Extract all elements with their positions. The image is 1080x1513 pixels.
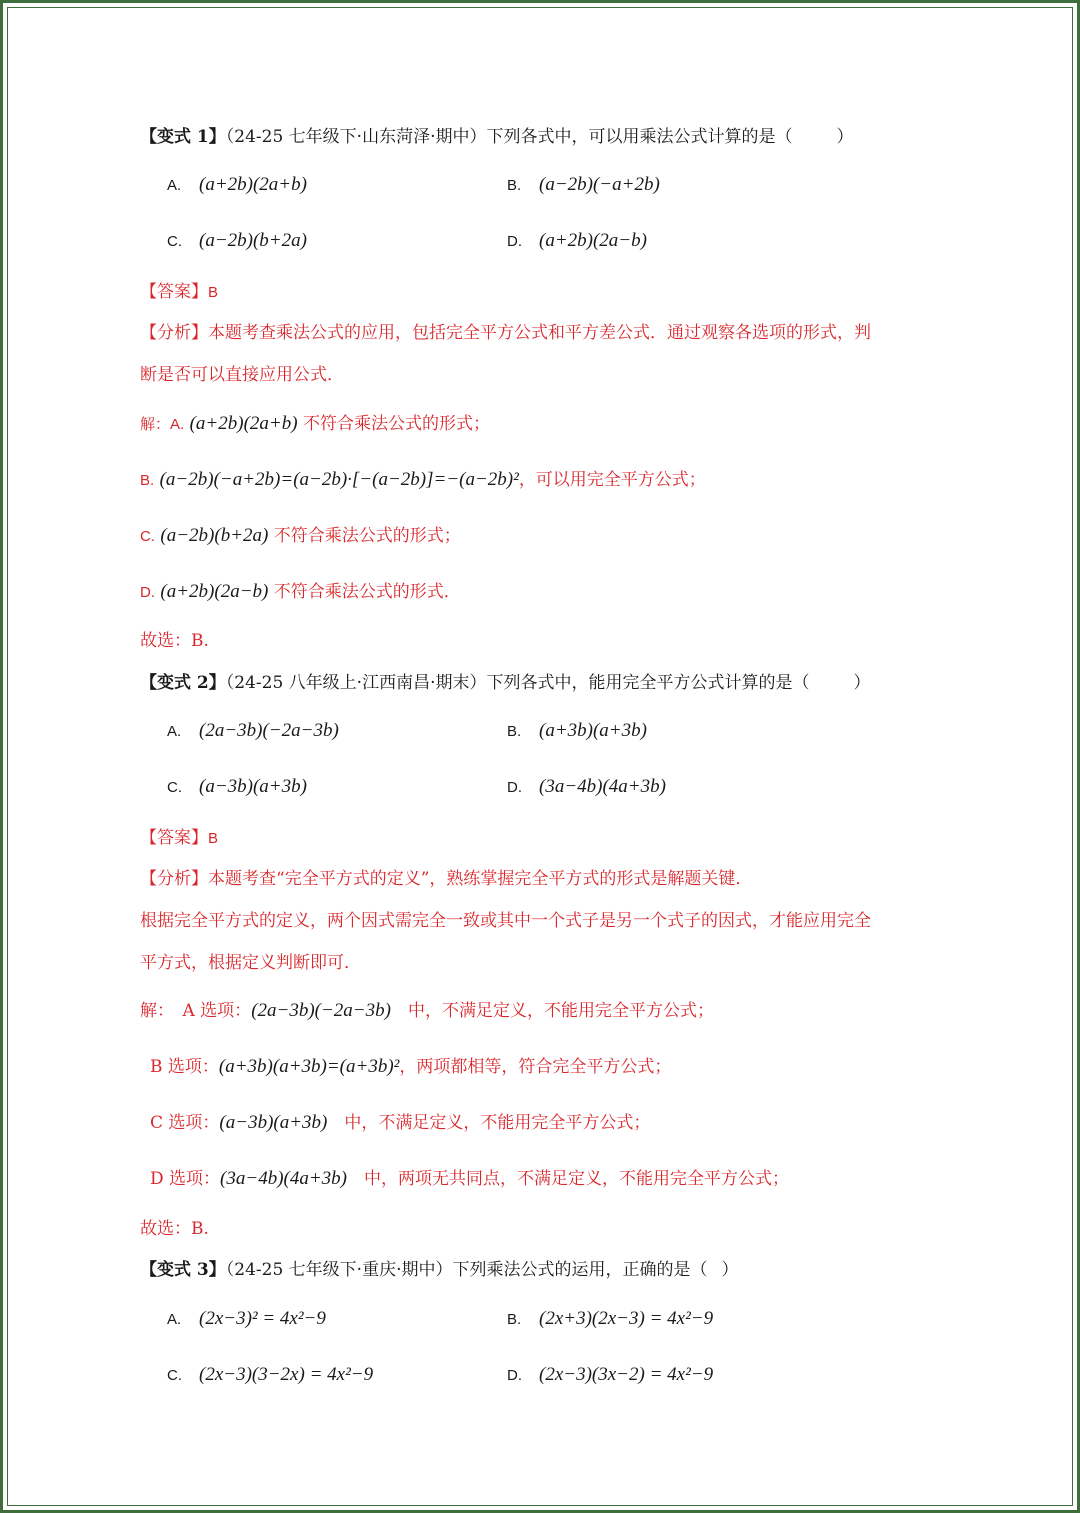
variant3-option-d: D. (2x−3)(3x−2) = 4x²−9 [507,1364,714,1385]
variant1-analysis-line1: 【分析】本题考查乘法公式的应用，包括完全平方公式和平方差公式．通过观察各选项的形式，判 [140,323,871,343]
variant1-option-a: A. (a+2b)(2a+b) [167,174,307,195]
variant2-analysis-tag: 【分析】 [140,869,208,889]
variant2-analysis-line3: 平方式，根据定义判断即可． [140,953,361,973]
variant1-solution-b: B. (a−2b)(−a+2b)=(a−2b)·[−(a−2b)]=−(a−2b)²，可以用完全平方公式； [140,469,706,490]
variant2-option-a: A. (2a−3b)(−2a−3b) [167,720,339,741]
variant2-option-b-expr: (a+3b)(a+3b) [539,720,647,741]
variant3-option-d-expr: (2x−3)(3x−2) = 4x²−9 [539,1364,714,1385]
variant3-option-b: B. (2x+3)(2x−3) = 4x²−9 [507,1308,714,1329]
variant1-option-a-expr: (a+2b)(2a+b) [199,174,307,195]
variant3-option-c-expr: (2x−3)(3−2x) = 4x²−9 [199,1364,374,1385]
variant1-tag: 【变式 1】 [140,127,226,147]
variant1-analysis-tag: 【分析】 [140,323,208,343]
variant2-answer-tag: 【答案】 [140,828,208,848]
variant2-source: （24-25 八年级上·江西南昌·期末） [225,673,487,693]
variant2-option-d-expr: (3a−4b)(4a+3b) [539,776,666,797]
variant2-stem: 下列各式中，能用完全平方公式计算的是（ [486,673,810,693]
variant2-answer [140,825,218,852]
variant2-option-d: D. (3a−4b)(4a+3b) [507,776,666,797]
variant3-question [140,1257,738,1283]
variant2-option-b: B. (a+3b)(a+3b) [507,720,647,741]
variant2-solution-d: D 选项：(3a−4b)(4a+3b) 中，两项无共同点，不满足定义，不能用完全平方公式； [150,1168,789,1189]
variant2-answer-value: B [208,830,219,847]
variant1-option-c: C. (a−2b)(b+2a) [167,230,307,251]
variant3-source: （24-25 七年级下·重庆·期中） [225,1260,453,1280]
variant2-analysis-line1: 【分析】本题考查“完全平方式的定义”，熟练掌握完全平方式的形式是解题关键． [140,869,753,889]
variant2-question [140,670,870,696]
variant2-solution-c: C 选项：(a−3b)(a+3b) 中，不满足定义，不能用完全平方公式； [150,1112,651,1133]
variant1-solution-d: D. (a+2b)(2a−b) 不符合乘法公式的形式． [140,581,461,602]
variant2-analysis-line2: 根据完全平方式的定义，两个因式需完全一致或其中一个式子是另一个式子的因式，才能应用完全 [140,911,871,931]
variant1-conclusion: 故选：B. [140,631,209,651]
variant1-answer [140,279,218,306]
variant3-tag: 【变式 3】 [140,1260,226,1280]
variant2-solution-a: 解： A 选项：(2a−3b)(−2a−3b) 中，不满足定义，不能用完全平方公式； [140,1000,714,1021]
variant1-option-b-expr: (a−2b)(−a+2b) [539,174,660,195]
variant1-option-c-expr: (a−2b)(b+2a) [199,230,307,251]
variant3-option-a: A. (2x−3)² = 4x²−9 [167,1308,326,1329]
variant2-solution-b: B 选项：(a+3b)(a+3b)=(a+3b)²，两项都相等，符合完全平方公式； [150,1056,672,1077]
variant1-option-d-expr: (a+2b)(2a−b) [539,230,647,251]
variant3-option-a-expr: (2x−3)² = 4x²−9 [199,1308,326,1329]
variant2-option-c-expr: (a−3b)(a+3b) [199,776,307,797]
variant1-option-b: B. (a−2b)(−a+2b) [507,174,660,195]
variant1-solution-c: C. (a−2b)(b+2a) 不符合乘法公式的形式； [140,525,461,546]
variant2-option-a-expr: (2a−3b)(−2a−3b) [199,720,339,741]
variant1-stem: 下列各式中，可以用乘法公式计算的是（ [486,127,793,147]
variant3-option-c: C. (2x−3)(3−2x) = 4x²−9 [167,1364,374,1385]
variant1-source: （24-25 七年级下·山东菏泽·期中） [225,127,487,147]
variant1-answer-value: B [208,284,219,301]
variant1-answer-tag: 【答案】 [140,282,208,302]
variant1-solution-a: 解：A. (a+2b)(2a+b) 不符合乘法公式的形式； [140,413,490,434]
variant2-close-paren: ） [853,673,871,693]
variant3-close-paren: ） [721,1260,739,1280]
variant1-analysis-line2: 断是否可以直接应用公式． [140,365,344,385]
variant3-option-b-expr: (2x+3)(2x−3) = 4x²−9 [539,1308,714,1329]
variant2-option-c: C. (a−3b)(a+3b) [167,776,307,797]
variant2-tag: 【变式 2】 [140,673,226,693]
variant1-close-paren: ） [836,127,854,147]
variant1-question [140,124,853,150]
variant3-stem: 下列乘法公式的运用，正确的是（ [452,1260,708,1280]
variant2-conclusion: 故选：B. [140,1219,209,1239]
variant1-option-d: D. (a+2b)(2a−b) [507,230,647,251]
